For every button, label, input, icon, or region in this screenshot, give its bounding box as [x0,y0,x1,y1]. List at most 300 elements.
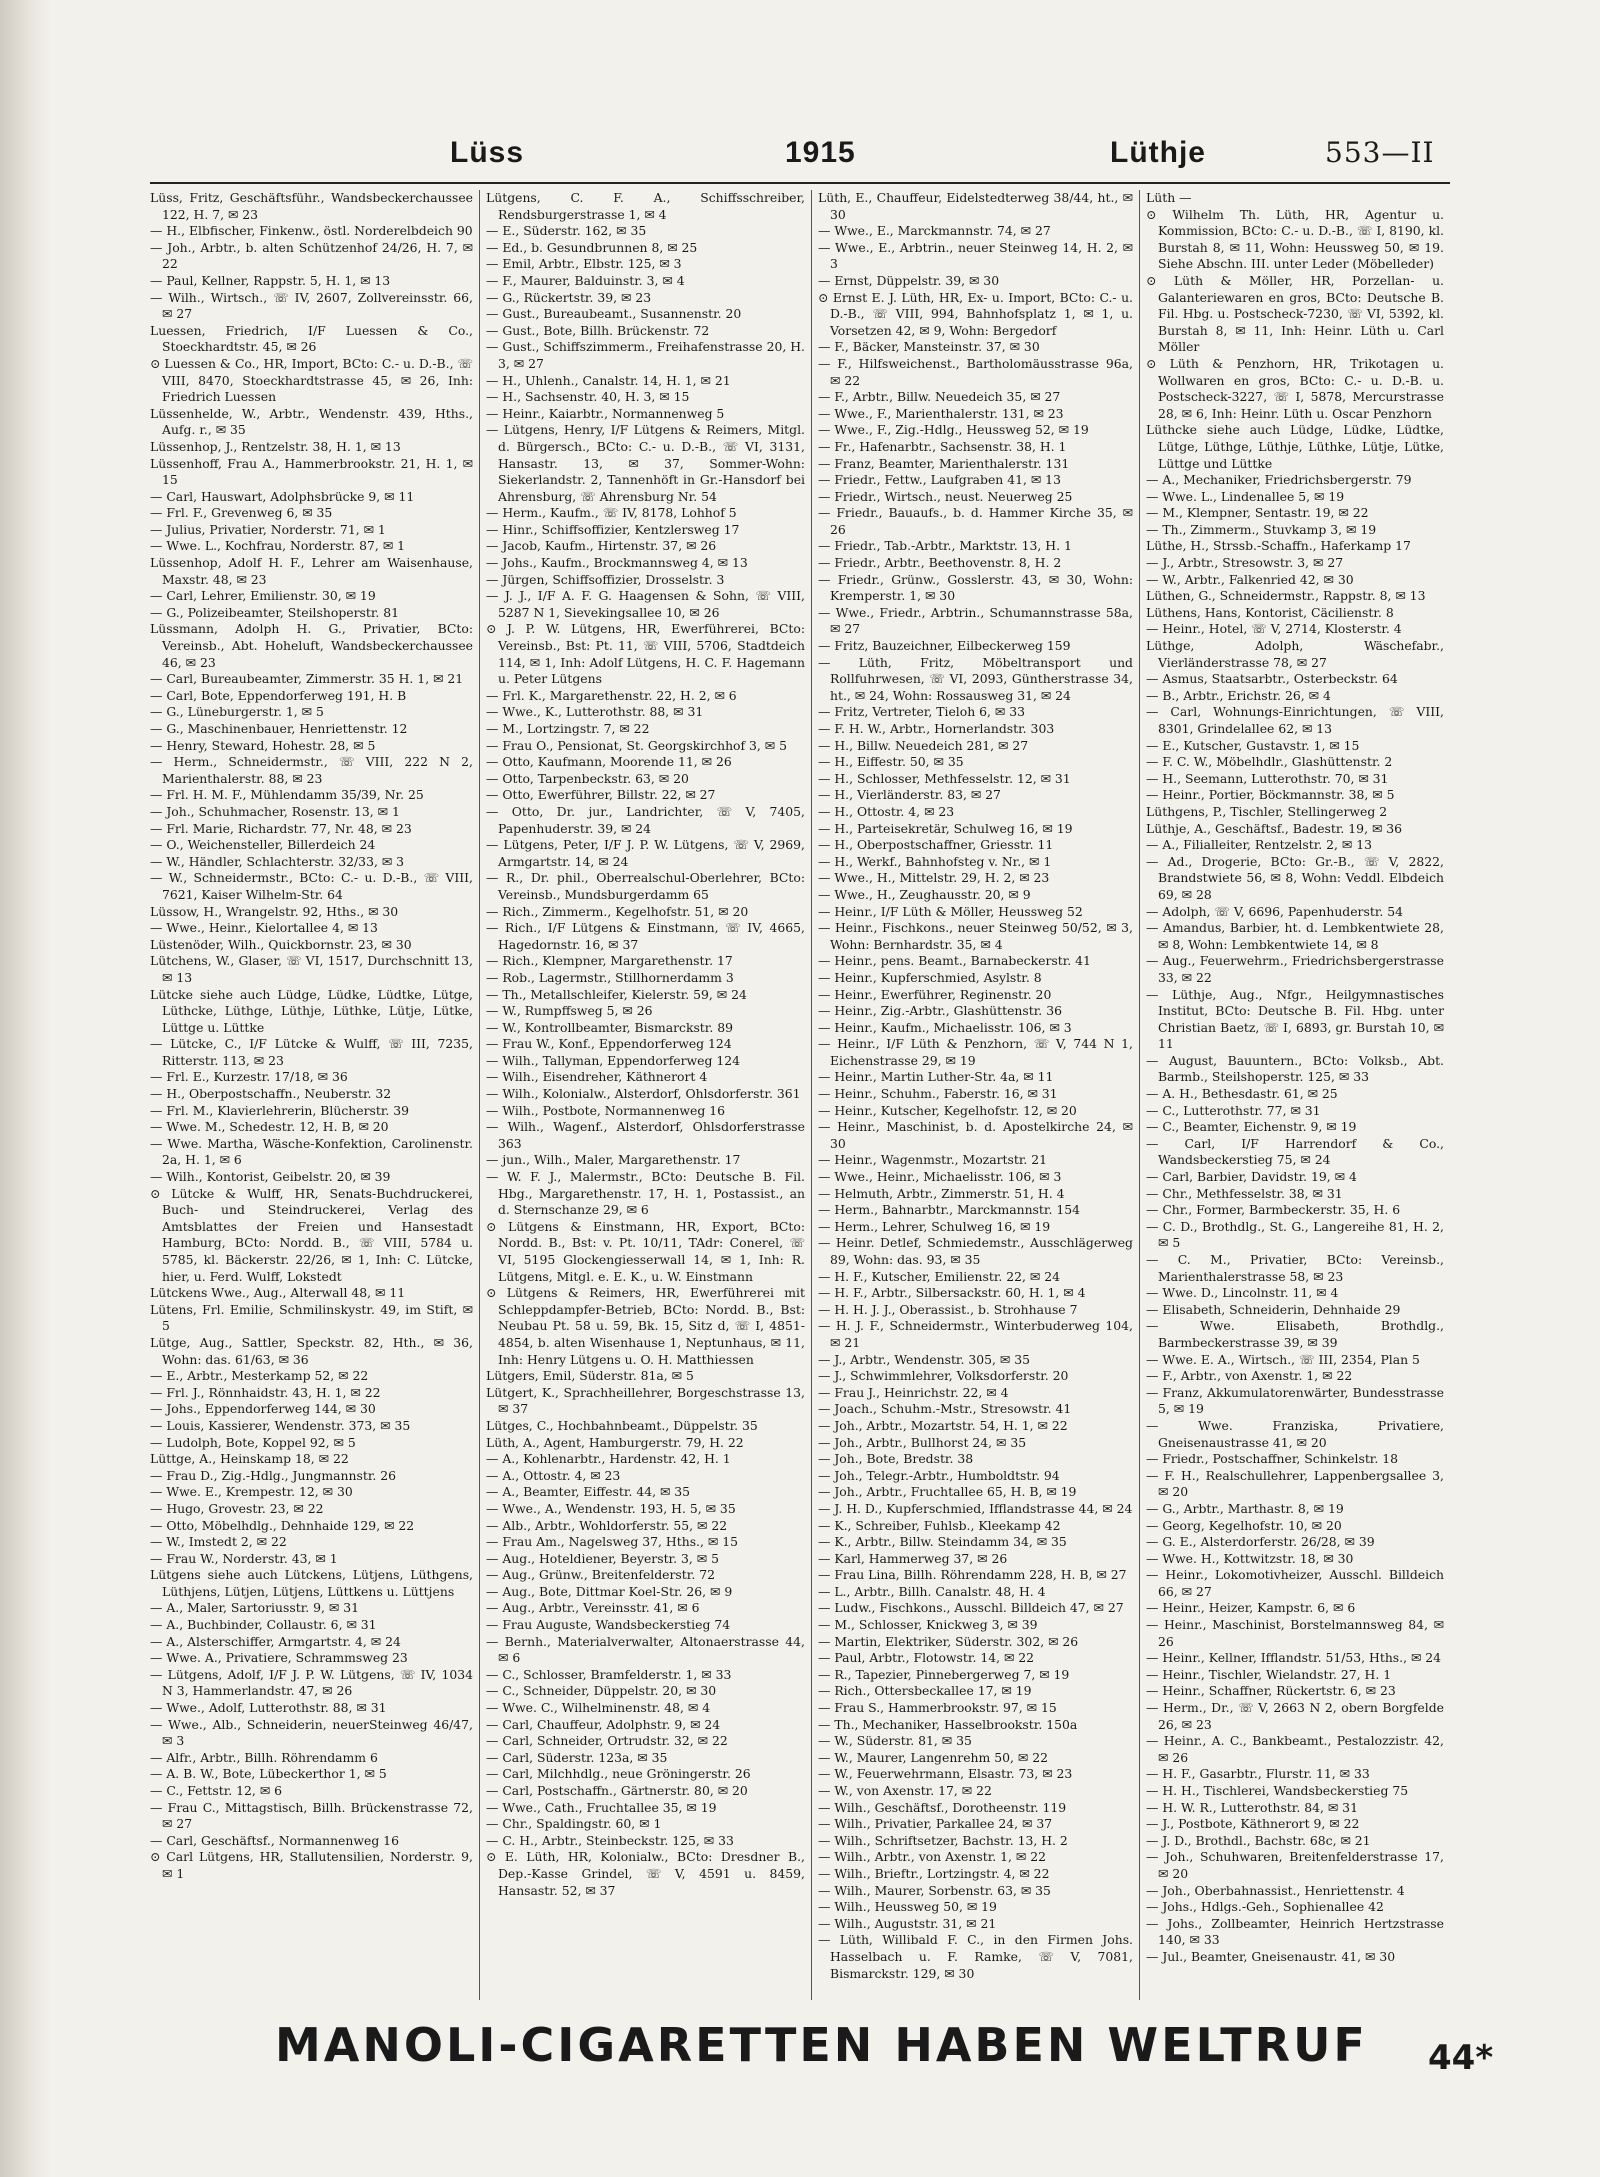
directory-entry: — E., Arbtr., Mesterkamp 52, ✉ 22 [150,1368,369,1384]
directory-entry: — A., Maler, Sartoriusstr. 9, ✉ 31 [150,1600,359,1616]
directory-entry: Lüthgens, P., Tischler, Stellingerweg 2 [1146,803,1388,819]
directory-entry: — Otto, Tarpenbeckstr. 63, ✉ 20 [486,770,689,786]
directory-entry: — Frau J., Heinrichstr. 22, ✉ 4 [818,1384,1009,1400]
directory-entry: — Carl, Geschäftsf., Normannenweg 16 [150,1832,399,1848]
directory-entry: — Friedr., Tab.-Arbtr., Marktstr. 13, H. 1 [818,538,1072,554]
directory-entry: Lütgens, C. F. A., Schiffsschreiber, Rendsburgerstrasse 1, ✉ 4 [486,190,805,222]
directory-entry: Lüthe, H., Strssb.-Schaffn., Haferkamp 17 [1146,538,1411,554]
directory-entry: — C. H., Arbtr., Steinbeckstr. 125, ✉ 33 [486,1832,734,1848]
directory-entry: ⊙ Lüth & Penzhorn, HR, Trikotagen u. Wollwaren en gros, BCto: C.- u. D.-B. u. Postscheck-3227, ☏ I, 5878, Mercurstrasse 28, ✉ 6, Inh: Heinr. Lüth u. Oscar Penzhorn [1146,355,1444,421]
directory-entry: Lüssenhoff, Frau A., Hammerbrookstr. 21, H. 1, ✉ 15 [150,455,473,488]
directory-entry: — W., Schneidermstr., BCto: C.- u. D.-B., ☏ VIII, 7621, Kaiser Wilhelm-Str. 64 [150,870,473,902]
directory-entry: — F. H. W., Arbtr., Hornerlandstr. 303 [818,721,1055,736]
directory-entry: — Frau W., Konf., Eppendorferweg 124 [486,1036,732,1052]
directory-entry: — C. M., Privatier, BCto: Vereinsb., Marienthalerstrasse 58, ✉ 23 [1146,1252,1444,1284]
directory-entry: — Wilh., Tallyman, Eppendorferweg 124 [486,1052,741,1068]
directory-entry: — W., Kontrollbeamter, Bismarckstr. 89 [486,1019,733,1035]
directory-entry: — Joh., Oberbahnassist., Henriettenstr. 4 [1146,1882,1405,1898]
directory-entry: — Heinr., Schuhm., Faberstr. 16, ✉ 31 [818,1086,1058,1102]
directory-entry: — G. E., Alsterdorferstr. 26/28, ✉ 39 [1146,1534,1375,1550]
header-year: 1915 [785,136,856,169]
directory-entry: — Franz, Akkumulatorenwärter, Bundesstrasse 5, ✉ 19 [1146,1384,1444,1417]
directory-entry: ⊙ Lütgens & Einstmann, HR, Export, BCto: Nordd. B., Bst: v. Pt. 10/11, TAdr: Conerel, ☏ VI, 5195 Glockengiesserwall 14, ✉ 1, Inh: R. Lütgens, Mitgl. e. E. K., u. W. Einstmann [486,1218,805,1284]
directory-entry: — Wwe. Martha, Wäsche-Konfektion, Carolinenstr. 2a, H. 1, ✉ 6 [150,1135,473,1168]
directory-entry: — Heinr., Tischler, Wielandstr. 27, H. 1 [1146,1666,1392,1682]
directory-entry: — Wwe., F., Marienthalerstr. 131, ✉ 23 [818,405,1064,421]
directory-entry: — Frl. M., Klavierlehrerin, Blücherstr. 39 [150,1102,410,1118]
directory-entry: — F. H., Realschullehrer, Lappenbergsallee 3, ✉ 20 [1146,1467,1444,1500]
directory-entry: Lüttge, A., Heinskamp 18, ✉ 22 [150,1451,349,1467]
directory-entry: — Heinr., Ewerführer, Reginenstr. 20 [818,986,1052,1002]
directory-entry: — Herm., Kaufm., ☏ IV, 8178, Lohhof 5 [486,505,737,521]
directory-entry: — Chr., Methfesselstr. 38, ✉ 31 [1146,1185,1343,1201]
directory-entry: — W., Arbtr., Falkenried 42, ✉ 30 [1146,571,1354,587]
directory-entry: — H. W. R., Lutterothstr. 84, ✉ 31 [1146,1799,1358,1815]
directory-entry: — Herm., Dr., ☏ V, 2663 N 2, obern Borgfelde 26, ✉ 23 [1146,1700,1444,1732]
directory-entry: — A., Alsterschiffer, Armgartstr. 4, ✉ 24 [150,1633,401,1649]
directory-entry: ⊙ Lüth & Möller, HR, Porzellan- u. Galanteriewaren en gros, BCto: Deutsche B. Fil. Hbg. u. Postscheck-7230, ☏ VI, 5392, kl. Burstah 8, ✉ 11, Inh: Heinr. Lüth u. Carl Möller [1146,272,1444,355]
directory-entry: — Heinr., Kaiarbtr., Normannenweg 5 [486,405,725,421]
directory-entry: — Wilh., Heussweg 50, ✉ 19 [818,1899,997,1915]
directory-entry: Lüthje, A., Geschäftsf., Badestr. 19, ✉ 36 [1146,820,1403,836]
directory-entry: — W. F. J., Malermstr., BCto: Deutsche B. Fil. Hbg., Margarethenstr. 17, H. 1, Postassist., an d. Sternschanze 29, ✉ 6 [486,1169,805,1218]
directory-columns [150,190,1450,2000]
column-1 [150,190,480,2000]
directory-entry: — Heinr., Heizer, Kampstr. 6, ✉ 6 [1146,1600,1356,1616]
directory-entry: — Johs., Eppendorferweg 144, ✉ 30 [150,1401,376,1417]
directory-entry: — Alfr., Arbtr., Billh. Röhrendamm 6 [150,1749,378,1765]
directory-entry: — Wilh., Geschäftsf., Dorotheenstr. 119 [818,1799,1067,1815]
directory-entry: Lütgert, K., Sprachheillehrer, Borgeschstrasse 13, ✉ 37 [486,1384,805,1417]
directory-entry: — Carl, Bote, Eppendorferweg 191, H. B [150,687,407,703]
directory-entry: — Henry, Steward, Hohestr. 28, ✉ 5 [150,737,376,753]
directory-entry: — H., Vierländerstr. 83, ✉ 27 [818,787,1001,803]
directory-entry: — August, Bauuntern., BCto: Volksb., Abt. Barmb., Steilshoperstr. 125, ✉ 33 [1146,1052,1444,1085]
directory-entry: — Lütcke, C., I/F Lütcke & Wulff, ☏ III, 7235, Ritterstr. 113, ✉ 23 [150,1036,473,1068]
directory-entry: — Carl, Hauswart, Adolphsbrücke 9, ✉ 11 [150,488,415,504]
directory-entry: — Frau S., Hammerbrookstr. 97, ✉ 15 [818,1700,1057,1716]
directory-entry: — Jürgen, Schiffsoffizier, Drosselstr. 3 [486,571,725,587]
directory-entry: — Carl, Barbier, Davidstr. 19, ✉ 4 [1146,1169,1357,1185]
directory-entry: — Wilh., Maurer, Sorbenstr. 63, ✉ 35 [818,1882,1051,1898]
directory-entry: ⊙ Carl Lütgens, HR, Stallutensilien, Norderstr. 9, ✉ 1 [150,1849,473,1881]
directory-entry: — W., Süderstr. 81, ✉ 35 [818,1733,972,1749]
directory-entry: — H., Sachsenstr. 40, H. 3, ✉ 15 [486,389,690,405]
directory-entry: — Rich., Klempner, Margarethenstr. 17 [486,953,733,969]
directory-entry: — Fritz, Vertreter, Tieloh 6, ✉ 33 [818,704,1025,720]
directory-entry: — Aug., Bote, Dittmar Koel-Str. 26, ✉ 9 [486,1583,733,1599]
directory-entry: — H. H., Tischlerei, Wandsbeckerstieg 75 [1146,1783,1409,1798]
directory-entry: — Adolph, ☏ V, 6696, Papenhuderstr. 54 [1146,903,1404,919]
directory-entry: — G., Polizeibeamter, Steilshoperstr. 81 [150,604,400,620]
directory-entry: — Joh., Arbtr., b. alten Schützenhof 24/26, H. 7, ✉ 22 [150,239,473,272]
directory-entry: — Georg, Kegelhofstr. 10, ✉ 20 [1146,1517,1342,1533]
directory-entry: — K., Schreiber, Fuhlsb., Kleekamp 42 [818,1517,1061,1533]
header-rule [150,182,1450,184]
directory-entry: — Carl, Schneider, Ortrudstr. 32, ✉ 22 [486,1733,728,1749]
directory-entry: — Chr., Former, Barmbeckerstr. 35, H. 6 [1146,1202,1401,1218]
directory-entry: Lüstenöder, Wilh., Quickbornstr. 23, ✉ 30 [150,936,412,952]
directory-entry: — C., Fettstr. 12, ✉ 6 [150,1783,283,1798]
header-right-keyword: Lüthje [1110,136,1206,169]
directory-entry: — Rob., Lagermstr., Stillhornerdamm 3 [486,969,734,985]
directory-entry: — Paul, Kellner, Rappstr. 5, H. 1, ✉ 13 [150,272,391,288]
directory-entry: — H. J. F., Schneidermstr., Winterbuderweg 104, ✉ 21 [818,1318,1133,1350]
directory-entry: — Carl, I/F Harrendorf & Co., Wandsbeckerstieg 75, ✉ 24 [1146,1135,1444,1168]
directory-entry: Lüssmann, Adolph H. G., Privatier, BCto: Vereinsb., Abt. Hoheluft, Wandsbeckerchaussee 46, ✉ 23 [150,621,473,670]
directory-entry: — Heinr., I/F Lüth & Penzhorn, ☏ V, 744 N 1, Eichenstrasse 29, ✉ 19 [818,1036,1133,1068]
running-header [150,136,1450,176]
directory-entry: — H., Eiffestr. 50, ✉ 35 [818,754,964,770]
directory-entry: — Julius, Privatier, Norderstr. 71, ✉ 1 [150,521,386,537]
directory-entry: — J., Arbtr., Stresowstr. 3, ✉ 27 [1146,555,1344,571]
directory-entry: — Wwe. L., Lindenallee 5, ✉ 19 [1146,488,1345,504]
directory-entry: ⊙ Wilhelm Th. Lüth, HR, Agentur u. Kommission, BCto: C.- u. D.-B., ☏ I, 8190, kl. Burstah 8, ✉ 11, Wohn: Heussweg 50, ✉ 19. Siehe Abschn. III. unter Leder (Möbelleder) [1146,206,1444,272]
directory-entry: — Amandus, Barbier, ht. d. Lembkentwiete 28, ✉ 8, Wohn: Lembkentwiete 14, ✉ 8 [1146,920,1444,952]
directory-entry: — Bernh., Materialverwalter, Altonaerstrasse 44, ✉ 6 [486,1633,805,1666]
directory-entry: — Th., Zimmerm., Stuvkamp 3, ✉ 19 [1146,521,1377,537]
directory-entry: Lütgens siehe auch Lütckens, Lütjens, Lüthgens, Lüthjens, Lütjen, Lütjens, Lüttkens u. Lüttjens [150,1567,473,1599]
directory-entry: — Frl. E., Kurzestr. 17/18, ✉ 36 [150,1069,348,1085]
directory-entry: — A., Mechaniker, Friedrichsbergerstr. 79 [1146,472,1412,488]
directory-entry: — Wwe., Heinr., Kielortallee 4, ✉ 13 [150,920,378,936]
directory-entry: — H. H. J. J., Oberassist., b. Strohhause 7 [818,1301,1078,1317]
directory-entry: — Joh., Bote, Bredstr. 38 [818,1451,974,1467]
directory-entry: — J. J., I/F A. F. G. Haagensen & Sohn, ☏ VIII, 5287 N 1, Sievekingsallee 10, ✉ 26 [486,588,805,620]
directory-entry: — G., Lüneburgerstr. 1, ✉ 5 [150,704,324,720]
directory-entry: — C., Schlosser, Bramfelderstr. 1, ✉ 33 [486,1666,732,1682]
directory-entry: — Heinr., pens. Beamt., Barnabeckerstr. 41 [818,953,1091,969]
directory-entry: — jun., Wilh., Maler, Margarethenstr. 17 [486,1152,741,1168]
directory-entry: — Wwe. C., Wilhelminenstr. 48, ✉ 4 [486,1700,711,1716]
directory-entry: Lüth — [1146,190,1192,205]
directory-entry: — Johs., Zollbeamter, Heinrich Hertzstrasse 140, ✉ 33 [1146,1915,1444,1948]
directory-entry: — Wwe. D., Lincolnstr. 11, ✉ 4 [1146,1285,1339,1301]
directory-entry: — H. F., Kutscher, Emilienstr. 22, ✉ 24 [818,1268,1060,1284]
header-page-number: 553—II [1325,136,1435,169]
directory-entry: — H., Oberpostschaffner, Griesstr. 11 [818,837,1054,853]
directory-entry: — J., Schwimmlehrer, Volksdorferstr. 20 [818,1368,1069,1384]
directory-entry: — Lüthje, Aug., Nfgr., Heilgymnastisches Institut, BCto: Deutsche B. Fil. Hbg. unter Christian Baetz, ☏ I, 6893, gr. Burstah 10, ✉ 11 [1146,986,1444,1052]
directory-entry: — Frau C., Mittagstisch, Billh. Brückenstrasse 72, ✉ 27 [150,1799,473,1832]
directory-entry: — E., Kutscher, Gustavstr. 1, ✉ 15 [1146,737,1360,753]
directory-entry: — Wwe., Friedr., Arbtrin., Schumannstrasse 58a, ✉ 27 [818,604,1133,637]
directory-entry: — F., Hilfsweichenst., Bartholomäusstrasse 96a, ✉ 22 [818,355,1133,388]
directory-entry: — Heinr., Kutscher, Kegelhofstr. 12, ✉ 20 [818,1102,1077,1118]
directory-entry: — Frau Am., Nagelsweg 37, Hths., ✉ 15 [486,1534,738,1550]
directory-entry: — Carl, Wohnungs-Einrichtungen, ☏ VIII, 8301, Grindelallee 62, ✉ 13 [1146,704,1444,736]
directory-entry: — A., Beamter, Eiffestr. 44, ✉ 35 [486,1484,691,1500]
directory-entry: — Hugo, Grovestr. 23, ✉ 22 [150,1500,324,1516]
directory-entry: — Heinr., I/F Lüth & Möller, Heussweg 52 [818,903,1083,919]
directory-entry: — Rich., Ottersbeckallee 17, ✉ 19 [818,1683,1032,1699]
directory-entry: — Joh., Telegr.-Arbtr., Humboldtstr. 94 [818,1467,1060,1483]
directory-entry: — Lütgens, Henry, I/F Lütgens & Reimers, Mitgl. d. Bürgersch., BCto: C.- u. D.-B., ☏ VI, 3131, Hansastr. 13, ✉ 37, Sommer-Wohn: Siekerlandstr. 2, Tannenhöft in Gr.-Hansdorf bei Ahrensburg, ☏ Ahrensburg Nr. 54 [486,422,805,504]
directory-entry: — Wwe., E., Arbtrin., neuer Steinweg 14, H. 2, ✉ 3 [818,239,1133,272]
directory-entry: — Frl. F., Grevenweg 6, ✉ 35 [150,505,333,521]
directory-entry: — Wilh., Kolonialw., Alsterdorf, Ohlsdorferstr. 361 [486,1086,801,1102]
directory-entry: — A., Kohlenarbtr., Hardenstr. 42, H. 1 [486,1451,731,1467]
directory-entry: Lütckens Wwe., Aug., Alterwall 48, ✉ 11 [150,1285,406,1301]
directory-entry: — Heinr., Kaufm., Michaelisstr. 106, ✉ 3 [818,1019,1072,1035]
directory-entry: — J., Postbote, Käthnerort 9, ✉ 22 [1146,1816,1360,1832]
directory-entry: Lüssenhop, Adolf H. F., Lehrer am Waisenhause, Maxstr. 48, ✉ 23 [150,555,473,587]
directory-entry: — Frl. K., Margarethenstr. 22, H. 2, ✉ 6 [486,687,737,703]
directory-entry: — A., Filialleiter, Rentzelstr. 2, ✉ 13 [1146,837,1373,853]
directory-entry: Lütens, Frl. Emilie, Schmilinskystr. 49, im Stift, ✉ 5 [150,1301,473,1334]
directory-entry: — Aug., Grünw., Breitenfelderstr. 72 [486,1567,715,1583]
directory-entry: — Wwe., Heinr., Michaelisstr. 106, ✉ 3 [818,1169,1062,1185]
directory-entry: — Heinr., Kellner, Ifflandstr. 51/53, Hths., ✉ 24 [1146,1650,1442,1666]
directory-entry: — Wwe. M., Schedestr. 12, H. B, ✉ 20 [150,1119,389,1135]
directory-entry: — Johs., Kaufm., Brockmannsweg 4, ✉ 13 [486,555,748,571]
directory-entry: — E., Süderstr. 162, ✉ 35 [486,223,647,239]
directory-entry: — C., Schneider, Düppelstr. 20, ✉ 30 [486,1683,717,1699]
directory-entry: Lütgers, Emil, Süderstr. 81a, ✉ 5 [486,1368,694,1384]
directory-entry: — Hinr., Schiffsoffizier, Kentzlersweg 17 [486,521,740,537]
directory-entry: — Rich., I/F Lütgens & Einstmann, ☏ IV, 4665, Hagedornstr. 16, ✉ 37 [486,920,805,952]
directory-entry: — C., Lutterothstr. 77, ✉ 31 [1146,1102,1321,1118]
directory-entry: Lütchens, W., Glaser, ☏ VI, 1517, Durchschnitt 13, ✉ 13 [150,953,473,985]
directory-entry: ⊙ J. P. W. Lütgens, HR, Ewerführerei, BCto: Vereinsb., Bst: Pt. 11, ☏ VIII, 5706, Stadtdeich 114, ✉ 1, Inh: Adolf Lütgens, H. C. F. Hagemann u. Peter Lütgens [486,621,805,687]
directory-entry: — Heinr., Maschinist, b. d. Apostelkirche 24, ✉ 30 [818,1119,1133,1151]
directory-entry: — Aug., Arbtr., Vereinsstr. 41, ✉ 6 [486,1600,700,1616]
directory-entry: Lüth, E., Chauffeur, Eidelstedterweg 38/44, ht., ✉ 30 [818,190,1133,222]
directory-entry: — Ed., b. Gesundbrunnen 8, ✉ 25 [486,239,698,255]
directory-entry: — C., Beamter, Eichenstr. 9, ✉ 19 [1146,1119,1357,1135]
directory-entry: — R., Tapezier, Pinnebergerweg 7, ✉ 19 [818,1666,1070,1682]
directory-entry: — F., Maurer, Balduinstr. 3, ✉ 4 [486,272,685,288]
directory-entry: — Asmus, Staatsarbtr., Osterbeckstr. 64 [1146,671,1398,687]
directory-entry: — Otto, Dr. jur., Landrichter, ☏ V, 7405, Papenhuderstr. 39, ✉ 24 [486,803,805,836]
directory-entry: — W., Imstedt 2, ✉ 22 [150,1534,287,1550]
directory-entry: — Wwe. L., Kochfrau, Norderstr. 87, ✉ 1 [150,538,406,554]
directory-entry: — Aug., Feuerwehrm., Friedrichsbergerstrasse 33, ✉ 22 [1146,953,1444,985]
directory-entry: Lüssenhelde, W., Arbtr., Wendenstr. 439, Hths., Aufg. r., ✉ 35 [150,405,473,438]
directory-entry: Lüth, A., Agent, Hamburgerstr. 79, H. 22 [486,1434,744,1450]
directory-entry: Lüthcke siehe auch Lüdge, Lüdke, Lüdtke, Lütge, Lüthge, Lüthje, Lüthke, Lütje, Lütke, Lüttge und Lüttke [1146,422,1444,471]
directory-entry: — J., Arbtr., Wendenstr. 305, ✉ 35 [818,1351,1030,1367]
directory-entry: — Frau D., Zig.-Hdlg., Jungmannstr. 26 [150,1467,397,1483]
directory-entry: — Carl, Lehrer, Emilienstr. 30, ✉ 19 [150,588,376,604]
directory-entry: — Heinr., Fischkons., neuer Steinweg 50/52, ✉ 3, Wohn: Bernhardstr. 35, ✉ 4 [818,920,1133,952]
directory-entry: — Frau Auguste, Wandsbeckerstieg 74 [486,1617,731,1633]
directory-entry: — Lüth, Fritz, Möbeltransport und Rollfuhrwesen, ☏ VI, 2093, Güntherstrasse 34, ht., ✉ 24, Wohn: Rossausweg 31, ✉ 24 [818,654,1133,703]
directory-entry: — Heinr., Portier, Böckmannstr. 38, ✉ 5 [1146,787,1395,803]
directory-entry: — Heinr., Maschinist, Borstelmannsweg 84, ✉ 26 [1146,1617,1444,1649]
directory-entry: — Helmuth, Arbtr., Zimmerstr. 51, H. 4 [818,1185,1065,1201]
directory-entry: — Jul., Beamter, Gneisenaustr. 41, ✉ 30 [1146,1948,1396,1964]
directory-entry: — H., Parteisekretär, Schulweg 16, ✉ 19 [818,820,1073,836]
directory-entry: — Lütgens, Adolf, I/F J. P. W. Lütgens, ☏ IV, 1034 N 3, Hammerlandstr. 47, ✉ 26 [150,1666,473,1699]
directory-entry: — Ad., Drogerie, BCto: Gr.-B., ☏ V, 2822, Brandstwiete 56, ✉ 8, Wohn: Veddl. Elbdeich 69, ✉ 28 [1146,853,1444,902]
directory-entry: ⊙ Lütgens & Reimers, HR, Ewerführerei mit Schleppdampfer-Betrieb, BCto: Nordd. B., Bst: Neubau Pt. 58 u. 59, Bk. 15, Sitz d, ☏ I, 4851-4854, b. alten Wisenhause 1, Neptunhaus, ✉ 11, Inh: Henry Lütgens u. O. H. Matthiessen [486,1285,805,1367]
directory-entry: — Otto, Kaufmann, Moorende 11, ✉ 26 [486,754,732,770]
directory-entry: — W., Händler, Schlachterstr. 32/33, ✉ 3 [150,853,405,869]
directory-entry: — L., Arbtr., Billh. Canalstr. 48, H. 4 [818,1583,1046,1599]
directory-entry: — Wilh., Kontorist, Geibelstr. 20, ✉ 39 [150,1169,391,1185]
directory-entry: — G., Arbtr., Marthastr. 8, ✉ 19 [1146,1500,1344,1516]
directory-entry: — Heinr., Kupferschmied, Asylstr. 8 [818,969,1042,985]
directory-entry: — H., Elbfischer, Finkenw., östl. Norderelbdeich 90 [150,223,473,239]
directory-entry: — Carl, Süderstr. 123a, ✉ 35 [486,1749,668,1765]
directory-entry: — Heinr., Schaffner, Rückertstr. 6, ✉ 23 [1146,1683,1396,1699]
directory-entry: — Friedr., Grünw., Gosslerstr. 43, ✉ 30, Wohn: Kremperstr. 1, ✉ 30 [818,571,1133,604]
directory-entry: — Louis, Kassierer, Wendenstr. 373, ✉ 35 [150,1417,411,1433]
directory-entry: — Wilh., Eisendreher, Käthnerort 4 [486,1069,708,1085]
directory-entry: — Frau W., Norderstr. 43, ✉ 1 [150,1550,338,1566]
directory-entry: — Fr., Hafenarbtr., Sachsenstr. 38, H. 1 [818,438,1067,454]
directory-entry: — Otto, Ewerführer, Billstr. 22, ✉ 27 [486,787,716,803]
directory-entry: Lütge, Aug., Sattler, Speckstr. 82, Hth., ✉ 36, Wohn: das. 61/63, ✉ 36 [150,1334,473,1367]
directory-entry: — G., Rückertstr. 39, ✉ 23 [486,289,652,305]
directory-entry: — Carl, Bureaubeamter, Zimmerstr. 35 H. 1, ✉ 21 [150,671,464,687]
directory-entry: — Heinr., A. C., Bankbeamt., Pestalozzistr. 42, ✉ 26 [1146,1733,1444,1765]
directory-entry: — H., Billw. Neuedeich 281, ✉ 27 [818,737,1029,753]
directory-entry: ⊙ Luessen & Co., HR, Import, BCto: C.- u. D.-B., ☏ VIII, 8470, Stoeckhardtstrasse 45, ✉ 26, Inh: Friedrich Luessen [150,355,473,405]
directory-entry: — Otto, Möbelhdlg., Dehnhaide 129, ✉ 22 [150,1517,415,1533]
directory-entry: — Friedr., Bauaufs., b. d. Hammer Kirche 35, ✉ 26 [818,505,1133,537]
directory-entry: — Herm., Lehrer, Schulweg 16, ✉ 19 [818,1218,1051,1234]
directory-entry: Lüss, Fritz, Geschäftsführ., Wandsbeckerchaussee 122, H. 7, ✉ 23 [150,190,473,222]
directory-entry: — Wilh., Schriftsetzer, Bachstr. 13, H. 2 [818,1832,1068,1848]
directory-entry: — Johs., Hdlgs.-Geh., Sophienallee 42 [1146,1899,1384,1915]
directory-entry: — Lütgens, Peter, I/F J. P. W. Lütgens, ☏ V, 2969, Armgartstr. 14, ✉ 24 [486,837,805,869]
directory-entry: — W., Feuerwehrmann, Elsastr. 73, ✉ 23 [818,1766,1073,1782]
directory-entry: — J. H. D., Kupferschmied, Ifflandstrasse 44, ✉ 24 [818,1500,1133,1516]
directory-entry: — H. F., Arbtr., Silbersackstr. 60, H. 1, ✉ 4 [818,1285,1086,1301]
directory-entry: — Wwe., Alb., Schneiderin, neuerSteinweg 46/47, ✉ 3 [150,1716,473,1749]
directory-entry: — Joach., Schuhm.-Mstr., Stresowstr. 41 [818,1401,1072,1417]
directory-entry: — Wilh., Arbtr., von Axenstr. 1, ✉ 22 [818,1849,1046,1865]
directory-entry: — Franz, Beamter, Marienthalerstr. 131 [818,455,1070,471]
directory-entry: — H., Schlosser, Methfesselstr. 12, ✉ 31 [818,770,1071,786]
directory-entry: — Wilh., Privatier, Parkallee 24, ✉ 37 [818,1816,1053,1832]
directory-entry: — F. C. W., Möbelhdlr., Glashüttenstr. 2 [1146,754,1393,770]
directory-entry: — Gust., Bureaubeamt., Susannenstr. 20 [486,306,742,322]
directory-entry: — Wwe., Adolf, Lutterothstr. 88, ✉ 31 [150,1700,387,1716]
directory-entry: — Joh., Arbtr., Bullhorst 24, ✉ 35 [818,1434,1027,1450]
directory-entry: — Frl. J., Rönnhaidstr. 43, H. 1, ✉ 22 [150,1384,381,1400]
directory-entry: — Herm., Schneidermstr., ☏ VIII, 222 N 2, Marienthalerstr. 88, ✉ 23 [150,754,473,786]
directory-entry: Lüthen, G., Schneidermstr., Rappstr. 8, ✉ 13 [1146,588,1426,604]
directory-entry: — Wwe. A., Privatiere, Schrammsweg 23 [150,1650,408,1666]
directory-entry: — Wwe. E. A., Wirtsch., ☏ III, 2354, Plan 5 [1146,1351,1420,1367]
header-left-keyword: Lüss [450,136,525,169]
directory-entry: ⊙ Lütcke & Wulff, HR, Senats-Buchdruckerei, Buch- und Steindruckerei, Verlag des Amtsblattes der Freien und Hansestadt Hamburg, BCto: Nordd. B., ☏ VIII, 5784 u. 5785, kl. Bäckerstr. 22/26, ✉ 1, Inh: C. Lütcke, hier, u. Ferd. Wulff, Lokstedt [150,1185,473,1284]
directory-entry: — A., Ottostr. 4, ✉ 23 [486,1467,621,1483]
directory-entry: — M., Lortzingstr. 7, ✉ 22 [486,721,650,736]
directory-entry: Lüthens, Hans, Kontorist, Cäcilienstr. 8 [1146,604,1394,620]
directory-entry: — Rich., Zimmerm., Kegelhofstr. 51, ✉ 20 [486,903,749,919]
directory-entry: — H. F., Gasarbtr., Flurstr. 11, ✉ 33 [1146,1766,1370,1782]
directory-entry: — H., Uhlenh., Canalstr. 14, H. 1, ✉ 21 [486,372,731,388]
directory-entry: ⊙ Ernst E. J. Lüth, HR, Ex- u. Import, BCto: C.- u. D.-B., ☏ VIII, 994, Bahnhofsplatz 1, ✉ 1, u. Vorsetzen 42, ✉ 9, Wohn: Bergedorf [818,289,1133,338]
directory-entry: — Ernst, Düppelstr. 39, ✉ 30 [818,272,1000,288]
directory-entry: — Heinr., Martin Luther-Str. 4a, ✉ 11 [818,1069,1054,1085]
directory-entry: — J. D., Brothdl., Bachstr. 68c, ✉ 21 [1146,1832,1371,1848]
directory-entry: — Frau Lina, Billh. Röhrendamm 228, H. B, ✉ 27 [818,1567,1127,1583]
directory-entry: — Friedr., Wirtsch., neust. Neuerweg 25 [818,488,1073,504]
directory-entry: — W., Maurer, Langenrehm 50, ✉ 22 [818,1749,1048,1765]
directory-entry: — Wwe. Elisabeth, Brothdlg., Barmbeckerstrasse 39, ✉ 39 [1146,1318,1444,1350]
directory-entry: — Wilh., Brieftr., Lortzingstr. 4, ✉ 22 [818,1865,1050,1881]
directory-entry: — Gust., Schiffszimmerm., Freihafenstrasse 20, H. 3, ✉ 27 [486,339,805,371]
directory-entry: — G., Maschinenbauer, Henriettenstr. 12 [150,721,408,736]
directory-entry: — R., Dr. phil., Oberrealschul-Oberlehrer, BCto: Vereinsb., Mundsburgerdamm 65 [486,870,805,902]
directory-entry: — Carl, Milchhdlg., neue Gröningerstr. 26 [486,1766,751,1782]
directory-entry: — Friedr., Arbtr., Beethovenstr. 8, H. 2 [818,555,1062,571]
directory-entry: — Carl, Chauffeur, Adolphstr. 9, ✉ 24 [486,1716,721,1732]
directory-entry: — A. H., Bethesdastr. 61, ✉ 25 [1146,1086,1338,1102]
directory-entry: — Frau O., Pensionat, St. Georgskirchhof 3, ✉ 5 [486,737,787,753]
directory-entry: — Joh., Schuhwaren, Breitenfelderstrasse 17, ✉ 20 [1146,1849,1444,1881]
directory-entry: — Frl. Marie, Richardstr. 77, Nr. 48, ✉ 23 [150,820,412,836]
directory-entry: — Friedr., Fettw., Laufgraben 41, ✉ 13 [818,472,1061,488]
directory-entry: — Heinr. Detlef, Schmiedemstr., Ausschlägerweg 89, Wohn: das. 93, ✉ 35 [818,1235,1133,1267]
directory-entry: — Wwe. H., Kottwitzstr. 18, ✉ 30 [1146,1550,1354,1566]
directory-entry: — Heinr., Zig.-Arbtr., Glashüttenstr. 36 [818,1003,1062,1019]
directory-entry: — Heinr., Wagenmstr., Mozartstr. 21 [818,1152,1048,1168]
directory-entry: — Wwe., Cath., Fruchtallee 35, ✉ 19 [486,1799,717,1815]
directory-entry: — Wwe., A., Wendenstr. 193, H. 5, ✉ 35 [486,1500,736,1516]
directory-entry: — Wwe., K., Lutterothstr. 88, ✉ 31 [486,704,704,720]
directory-entry: — H., Seemann, Lutterothstr. 70, ✉ 31 [1146,770,1389,786]
directory-entry: Lütcke siehe auch Lüdge, Lüdke, Lüdtke, Lütge, Lüthcke, Lüthge, Lüthje, Lüthke, Lütje, Lütke, Lüttge u. Lüttke [150,986,473,1035]
directory-entry: — Friedr., Postschaffner, Schinkelstr. 18 [1146,1451,1399,1467]
directory-entry: — F., Bäcker, Mansteinstr. 37, ✉ 30 [818,339,1040,355]
directory-entry: — H., Ottostr. 4, ✉ 23 [818,803,955,819]
directory-entry: — Heinr., Lokomotivheizer, Ausschl. Billdeich 66, ✉ 27 [1146,1567,1444,1599]
directory-entry: — Wilh., Auguststr. 31, ✉ 21 [818,1915,997,1931]
directory-entry: — W., Rumpffsweg 5, ✉ 26 [486,1003,653,1019]
directory-entry: — O., Weichensteller, Billerdeich 24 [150,837,376,853]
directory-entry: — Ludw., Fischkons., Ausschl. Billdeich 47, ✉ 27 [818,1600,1124,1616]
directory-entry: — A., Buchbinder, Collaustr. 6, ✉ 31 [150,1617,377,1633]
directory-entry: Lüssenhop, J., Rentzelstr. 38, H. 1, ✉ 13 [150,438,401,454]
directory-entry: — Elisabeth, Schneiderin, Dehnhaide 29 [1146,1301,1401,1317]
directory-entry: — Chr., Spaldingstr. 60, ✉ 1 [486,1816,662,1832]
directory-entry: — Karl, Hammerweg 37, ✉ 26 [818,1550,1008,1566]
directory-entry: — Wwe., H., Zeughausstr. 20, ✉ 9 [818,886,1031,902]
directory-entry: — Jacob, Kaufm., Hirtenstr. 37, ✉ 26 [486,538,717,554]
directory-entry: — H., Oberpostschaffn., Neuberstr. 32 [150,1086,392,1102]
directory-entry: — Wilh., Wirtsch., ☏ IV, 2607, Zollvereinsstr. 66, ✉ 27 [150,289,473,322]
directory-entry: — Joh., Arbtr., Fruchtallee 65, H. B, ✉ 19 [818,1484,1077,1500]
directory-entry: — Wilh., Wagenf., Alsterdorf, Ohlsdorferstrasse 363 [486,1119,805,1151]
directory-entry: — Paul, Arbtr., Flotowstr. 14, ✉ 22 [818,1650,1035,1666]
directory-entry: — Carl, Postschaffn., Gärtnerstr. 80, ✉ 20 [486,1783,748,1798]
directory-entry: — M., Klempner, Sentastr. 19, ✉ 22 [1146,505,1369,521]
directory-entry: — Joh., Schuhmacher, Rosenstr. 13, ✉ 1 [150,803,400,819]
directory-entry: — W., von Axenstr. 17, ✉ 22 [818,1783,992,1798]
directory-entry: ⊙ E. Lüth, HR, Kolonialw., BCto: Dresdner B., Dep.-Kasse Grindel, ☏ V, 4591 u. 8459, Hansastr. 52, ✉ 37 [486,1849,805,1898]
directory-entry: — M., Schlosser, Knickweg 3, ✉ 39 [818,1617,1038,1633]
directory-entry: — Wwe., E., Marckmannstr. 74, ✉ 27 [818,223,1051,239]
directory-entry: — Wwe. E., Krempestr. 12, ✉ 30 [150,1484,353,1500]
directory-entry: — Martin, Elektriker, Süderstr. 302, ✉ 26 [818,1633,1079,1649]
directory-entry: — Joh., Arbtr., Mozartstr. 54, H. 1, ✉ 22 [818,1417,1068,1433]
directory-entry: Lüssow, H., Wrangelstr. 92, Hths., ✉ 30 [150,903,399,919]
directory-entry: — Gust., Bote, Billh. Brückenstr. 72 [486,322,710,338]
directory-entry: Lütges, C., Hochbahnbeamt., Düppelstr. 35 [486,1417,758,1433]
directory-entry: — Wwe. Franziska, Privatiere, Gneisenaustrasse 41, ✉ 20 [1146,1417,1444,1450]
directory-entry: — Ludolph, Bote, Koppel 92, ✉ 5 [150,1434,356,1450]
column-4 [1140,190,1450,2000]
page-binding-edge [0,0,52,2177]
column-2 [480,190,812,2000]
directory-entry: — Fritz, Bauzeichner, Eilbeckerweg 159 [818,638,1071,654]
